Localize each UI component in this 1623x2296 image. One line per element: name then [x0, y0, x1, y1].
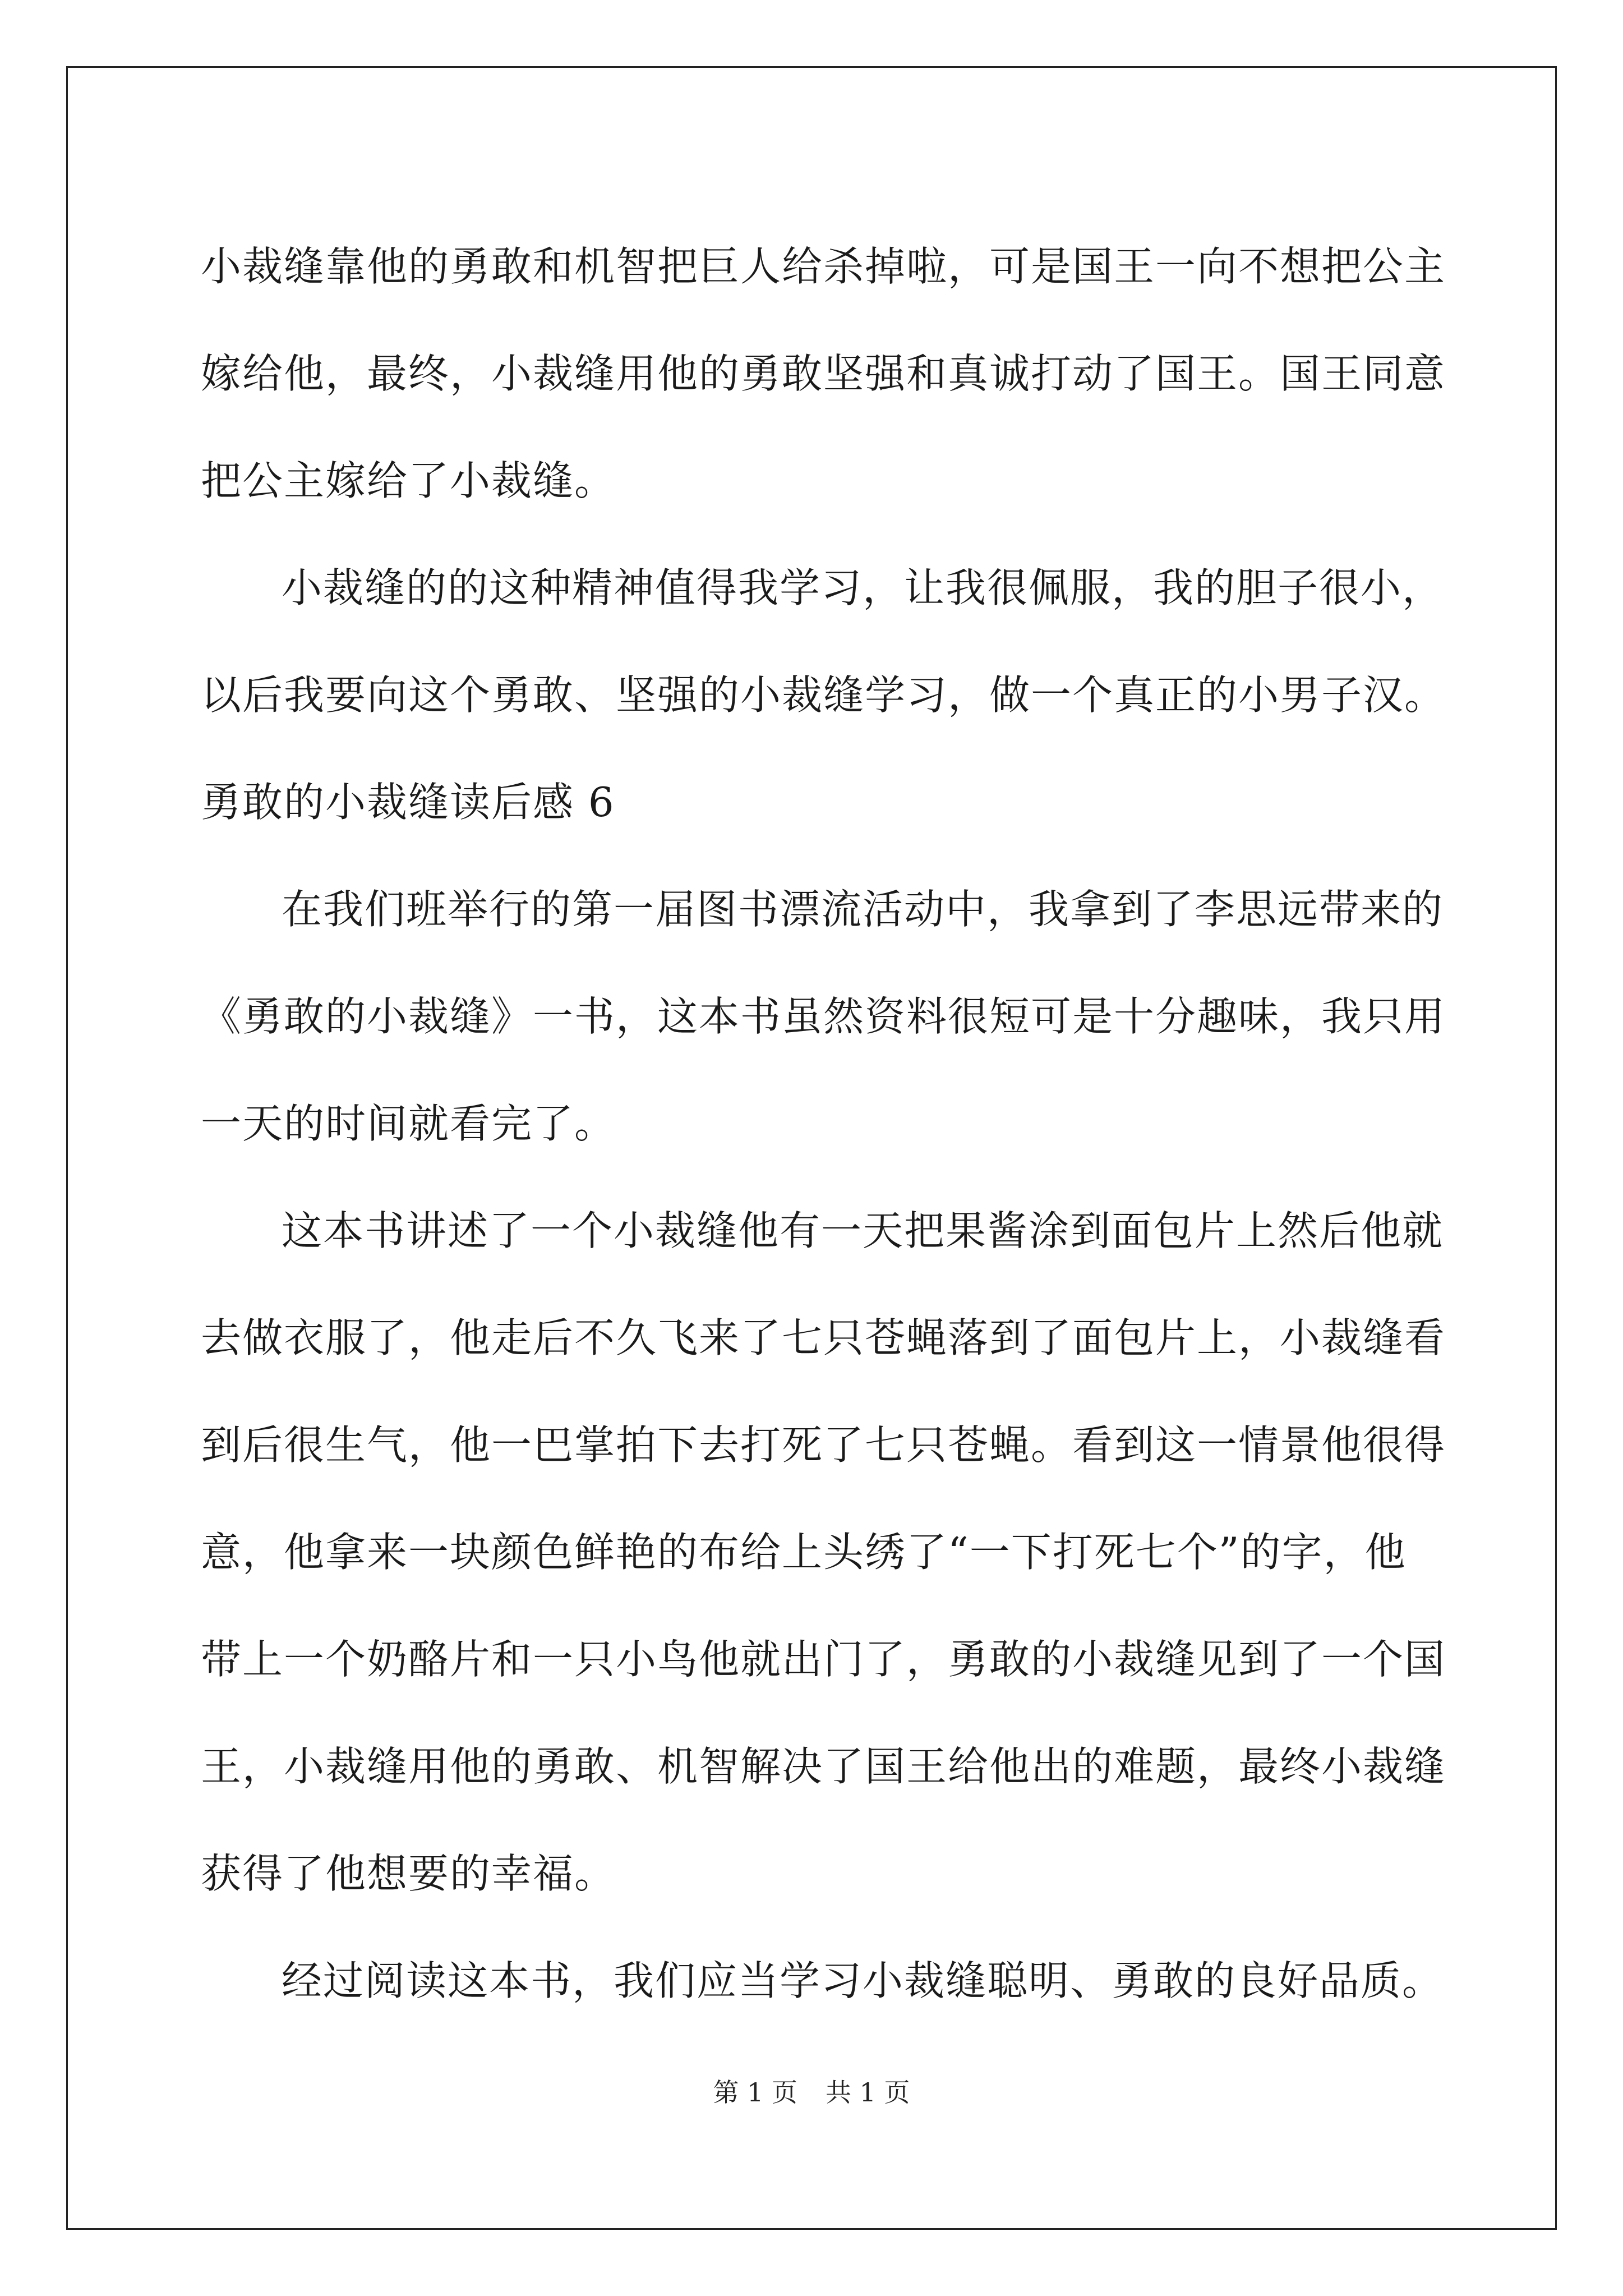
- text-line: 到后很生气，他一巴掌拍下去打死了七只苍蝇。看到这一情景他很得: [201, 1421, 1446, 1469]
- text-line: 这本书讲述了一个小裁缝他有一天把果酱涂到面包片上然后他就: [282, 1207, 1444, 1254]
- text-line: 嫁给他，最终，小裁缝用他的勇敢坚强和真诚打动了国王。国王同意: [201, 350, 1446, 397]
- text-line: 把公主嫁给了小裁缝。: [201, 457, 616, 504]
- document-body: [201, 213, 1446, 2035]
- text-line: 《勇敢的小裁缝》一书，这本书虽然资料很短可是十分趣味，我只用: [201, 993, 1446, 1040]
- text-line: 王，小裁缝用他的勇敢、机智解决了国王给他出的难题，最终小裁缝: [201, 1743, 1446, 1790]
- text-line: 小裁缝的的这种精神值得我学习，让我很佩服，我的胆子很小，: [282, 564, 1444, 611]
- text-line: 在我们班举行的第一届图书漂流活动中，我拿到了李思远带来的: [282, 886, 1444, 933]
- page-number-current: 第 1 页: [713, 2077, 797, 2108]
- page-number-total: 共 1 页: [826, 2077, 910, 2108]
- page-footer: [0, 2076, 1623, 2109]
- text-line: 一天的时间就看完了。: [201, 1100, 616, 1147]
- text-line: 意，他拿来一块颜色鲜艳的布给上头绣了“一下打死七个”的字，他: [201, 1529, 1407, 1576]
- text-line: 小裁缝靠他的勇敢和机智把巨人给杀掉啦，可是国王一向不想把公主: [201, 243, 1446, 290]
- text-line: 获得了他想要的幸福。: [201, 1850, 616, 1897]
- text-line: 去做衣服了，他走后不久飞来了七只苍蝇落到了面包片上，小裁缝看: [201, 1314, 1446, 1361]
- text-line: 带上一个奶酪片和一只小鸟他就出门了，勇敢的小裁缝见到了一个国: [201, 1636, 1446, 1683]
- text-line: 以后我要向这个勇敢、坚强的小裁缝学习，做一个真正的小男子汉。: [201, 671, 1446, 719]
- text-line: 经过阅读这本书，我们应当学习小裁缝聪明、勇敢的良好品质。: [282, 1957, 1444, 2004]
- section-heading: 勇敢的小裁缝读后感 6: [201, 779, 615, 826]
